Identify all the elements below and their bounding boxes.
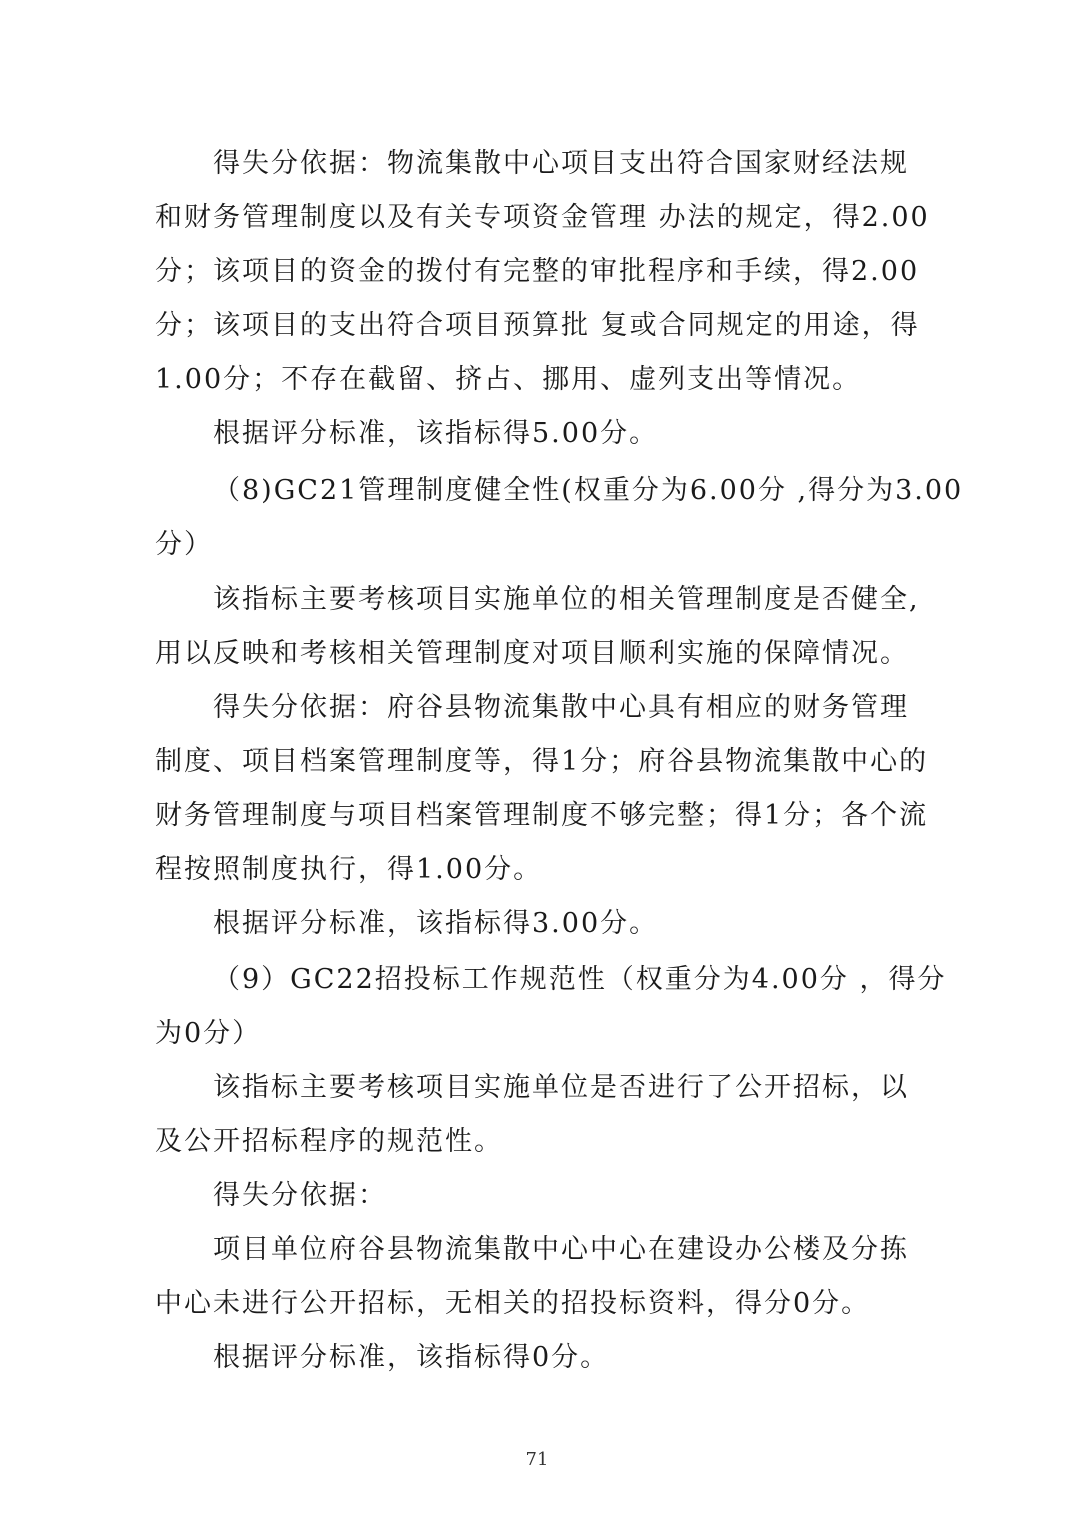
paragraph-line-13: 财务管理制度与项目档案管理制度不够完整；得1分；各个流 [155,800,929,831]
paragraph-line-19: 及公开招标程序的规范性。 [155,1126,503,1157]
paragraph-line-11: 得失分依据：府谷县物流集散中心具有相应的财务管理 [213,692,909,723]
paragraph-line-2: 和财务管理制度以及有关专项资金管理 办法的规定，得2.00 [155,202,930,233]
paragraph-line-6: 根据评分标准，该指标得5.00分。 [213,418,659,449]
paragraph-line-23: 根据评分标准，该指标得0分。 [213,1342,610,1373]
paragraph-line-1: 得失分依据：物流集散中心项目支出符合国家财经法规 [213,148,909,179]
section-heading-8-cont: 分） [155,529,213,560]
section-heading-9-cont: 为0分） [155,1018,262,1049]
paragraph-line-9: 该指标主要考核项目实施单位的相关管理制度是否健全, [213,584,920,615]
paragraph-line-20: 得失分依据： [213,1180,387,1211]
section-heading-8: （8)GC21管理制度健全性(权重分为6.00分 ,得分为3.00 [213,475,964,506]
paragraph-line-18: 该指标主要考核项目实施单位是否进行了公开招标，以 [213,1072,909,1103]
paragraph-line-5: 1.00分；不存在截留、挤占、挪用、虚列支出等情况。 [155,364,862,395]
paragraph-line-3: 分；该项目的资金的拨付有完整的审批程序和手续，得2.00 [155,256,920,287]
page-number: 71 [525,1449,549,1470]
paragraph-line-22: 中心未进行公开招标，无相关的招投标资料，得分0分。 [155,1288,871,1319]
paragraph-line-14: 程按照制度执行，得1.00分。 [155,854,543,885]
paragraph-line-12: 制度、项目档案管理制度等，得1分；府谷县物流集散中心的 [155,746,929,777]
paragraph-line-15: 根据评分标准，该指标得3.00分。 [213,908,659,939]
paragraph-line-10: 用以反映和考核相关管理制度对项目顺利实施的保障情况。 [155,638,909,669]
section-heading-9: （9）GC22招投标工作规范性（权重分为4.00分 ，得分 [213,964,947,995]
paragraph-line-4: 分；该项目的支出符合项目预算批 复或合同规定的用途，得 [155,310,920,341]
paragraph-line-21: 项目单位府谷县物流集散中心中心在建设办公楼及分拣 [213,1234,909,1265]
